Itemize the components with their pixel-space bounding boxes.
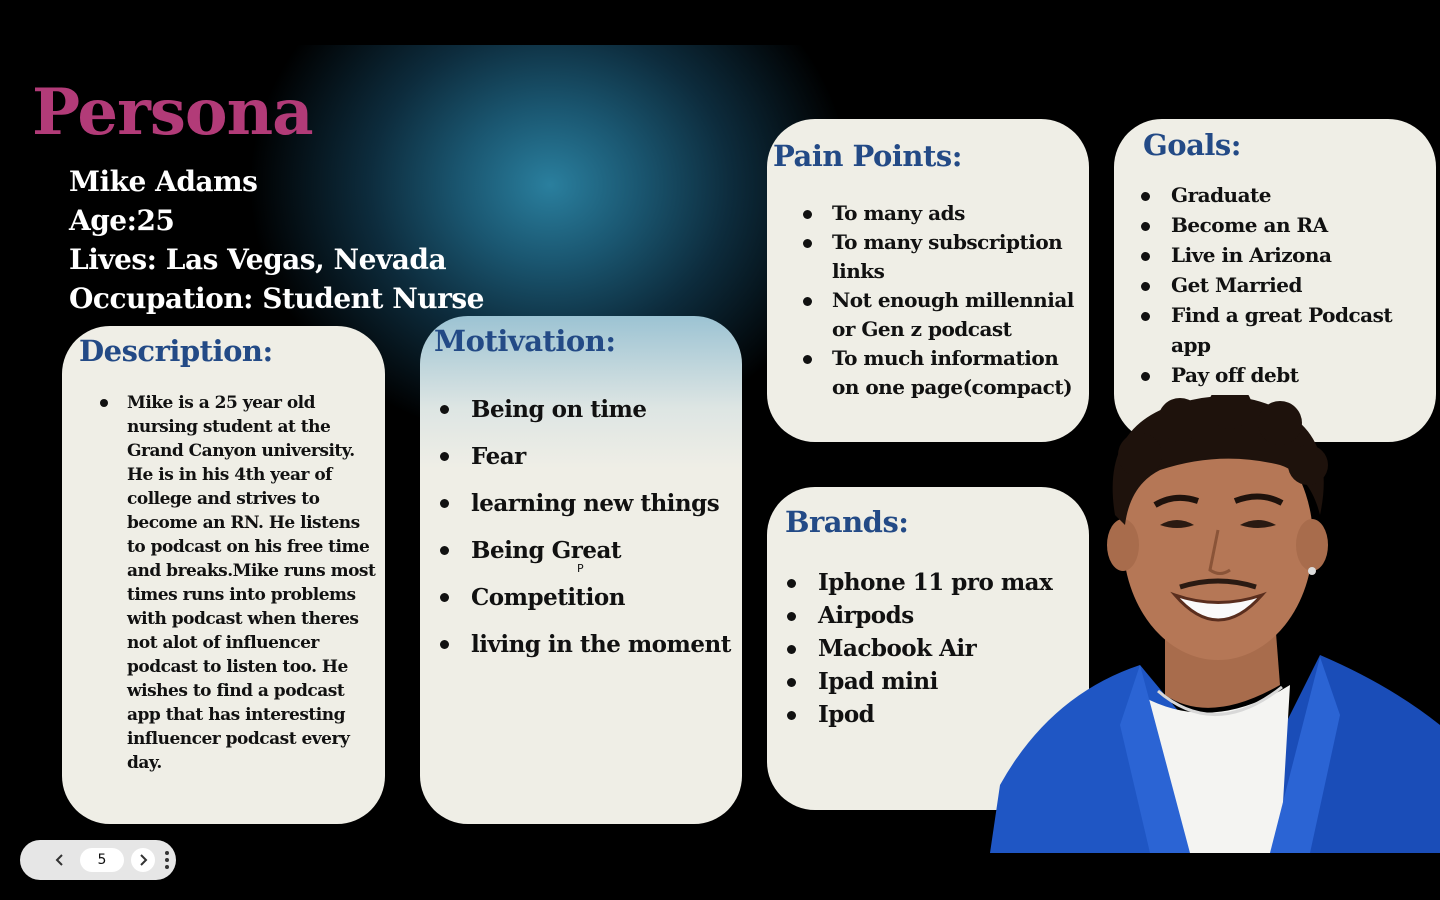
goals-heading: Goals: xyxy=(1143,128,1241,162)
list-item: Being on time xyxy=(471,386,731,433)
list-item: Airpods xyxy=(818,599,1052,632)
slide-nav xyxy=(20,840,176,880)
pain-points-card xyxy=(767,119,1089,442)
motivation-heading: Motivation: xyxy=(434,324,616,358)
motivation-list xyxy=(471,386,731,668)
pain-points-list xyxy=(832,199,1082,402)
list-item: Become an RA xyxy=(1171,210,1421,240)
motivation-card xyxy=(420,316,742,824)
list-item: Not enough millennial or Gen z podcast xyxy=(832,286,1082,344)
list-item: Macbook Air xyxy=(818,632,1052,665)
page-number[interactable]: 5 xyxy=(80,848,124,872)
persona-age: Age:25 xyxy=(69,204,175,237)
list-item: learning new things xyxy=(471,480,731,527)
chevron-left-icon xyxy=(54,854,66,866)
list-item: Live in Arizona xyxy=(1171,240,1421,270)
list-item: Pay off debt xyxy=(1171,360,1421,390)
chevron-right-icon xyxy=(137,854,149,866)
list-item: Get Married xyxy=(1171,270,1421,300)
list-item: Fear xyxy=(471,433,731,480)
list-item: Find a great Podcast app xyxy=(1171,300,1421,360)
persona-name: Mike Adams xyxy=(69,165,258,198)
pain-points-heading: Pain Points: xyxy=(773,139,962,173)
list-item: Iphone 11 pro max xyxy=(818,566,1052,599)
prev-slide-button[interactable] xyxy=(48,848,72,872)
brands-heading: Brands: xyxy=(785,505,909,539)
persona-lives: Lives: Las Vegas, Nevada xyxy=(69,243,447,276)
persona-photo xyxy=(990,395,1440,853)
list-item: Ipad mini xyxy=(818,665,1052,698)
persona-occupation: Occupation: Student Nurse xyxy=(69,282,484,315)
list-item: Being Great xyxy=(471,527,731,574)
page-title: Persona xyxy=(32,75,313,150)
vertical-dots-icon[interactable] xyxy=(164,850,170,870)
list-item: Ipod xyxy=(818,698,1052,731)
goals-card xyxy=(1114,119,1436,442)
list-item: To much information on one page(compact) xyxy=(832,344,1082,402)
goals-list xyxy=(1171,180,1421,390)
description-list xyxy=(127,391,377,775)
persona-info xyxy=(69,162,484,318)
list-item: To many ads xyxy=(832,199,1082,228)
list-item: To many subscription links xyxy=(832,228,1082,286)
list-item: Graduate xyxy=(1171,180,1421,210)
description-heading: Description: xyxy=(79,334,273,368)
next-slide-button[interactable] xyxy=(131,848,155,872)
description-card xyxy=(62,326,385,824)
list-item: Competition xyxy=(471,574,731,621)
stray-mark: P xyxy=(577,562,584,575)
list-item: living in the moment xyxy=(471,621,731,668)
list-item: Mike is a 25 year old nursing student at the Grand Canyon university. He is in his 4th year of college and strives to become an RN. He listens to podcast on his free time and breaks.Mike runs most times runs into problems with podcast when theres not alot of influencer podcast to listen too. He wishes to find a podcast app that has interesting influencer podcast every day. xyxy=(127,393,376,773)
slide xyxy=(0,45,1440,853)
